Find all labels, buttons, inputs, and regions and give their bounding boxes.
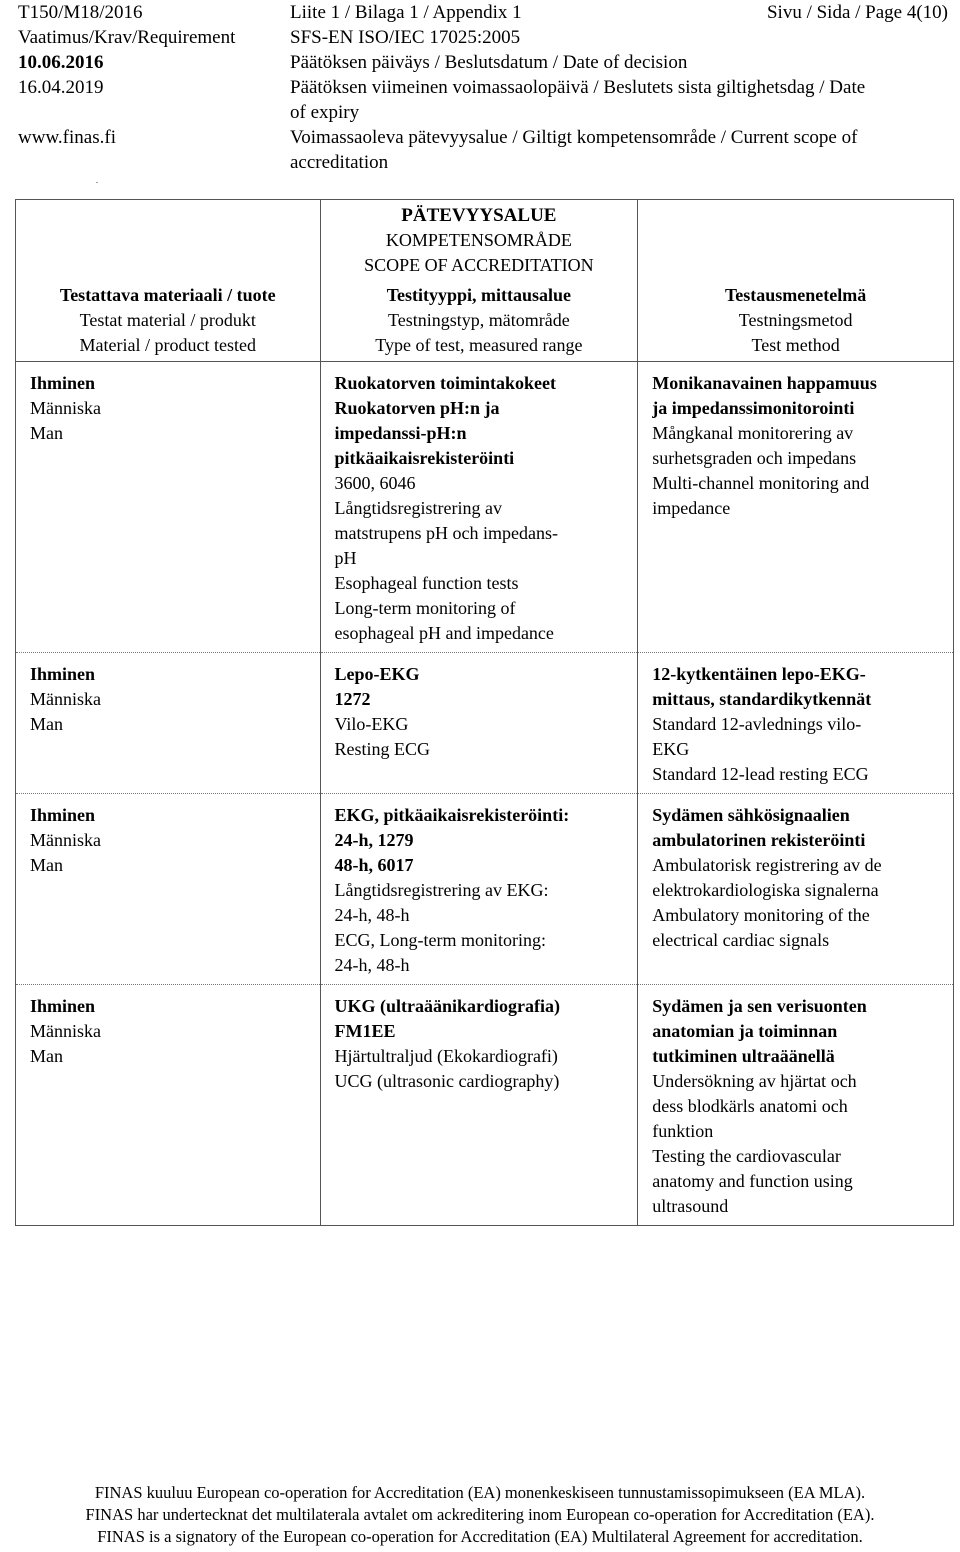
decision-date-label: Päätöksen päiväys / Beslutsdatum / Date of decision <box>290 52 688 73</box>
test-line: UKG (ultraäänikardiografia) <box>334 996 560 1016</box>
method-line: 12-kytkentäinen lepo-EKG- <box>652 664 866 684</box>
column-header-line: Testningsmetod <box>738 310 853 330</box>
header-row <box>18 50 948 75</box>
method-line: EKG <box>652 739 690 759</box>
test-line: esophageal pH and impedance <box>334 623 554 643</box>
test-line: Hjärtultraljud (Ekokardiografi) <box>334 1046 558 1066</box>
test-line: Ruokatorven toimintakokeet <box>334 373 556 393</box>
material-sv: Människa <box>30 830 101 850</box>
method-line: Ambulatory monitoring of the <box>652 905 870 925</box>
column-header-line: Testattava materiaali / tuote <box>59 285 276 305</box>
test-type-column-header <box>320 281 638 362</box>
scope-label: Voimassaoleva pätevyysalue / Giltigt kompetensområde / Current scope of <box>290 127 858 148</box>
certificate-number: T150/M18/2016 <box>18 2 143 23</box>
test-line: pitkäaikaisrekisteröinti <box>334 448 515 468</box>
test-line: 24-h, 1279 <box>334 830 414 850</box>
method-line: Ambulatorisk registrering av de <box>652 855 882 875</box>
page-number: Sivu / Sida / Page 4(10) <box>766 2 948 23</box>
method-line: Monikanavainen happamuus <box>652 373 877 393</box>
method-line: Standard 12-avlednings vilo- <box>652 714 862 734</box>
test-line: Långtidsregistrering av <box>334 498 502 518</box>
test-line: matstrupens pH och impedans- <box>334 523 558 543</box>
material-cell <box>16 362 321 653</box>
scope-title-line: PÄTEVYYSALUE <box>401 205 557 226</box>
column-header-line: Material / product tested <box>79 335 256 355</box>
method-line: anatomy and function using <box>652 1171 853 1191</box>
method-line: Sydämen sähkösignaalien <box>652 805 850 825</box>
scope-table <box>15 199 954 1226</box>
method-line: Testing the cardiovascular <box>652 1146 841 1166</box>
method-line: anatomian ja toiminnan <box>652 1021 838 1041</box>
decision-date: 10.06.2016 <box>18 52 104 73</box>
header-row <box>18 75 948 100</box>
test-line: 24-h, 48-h <box>334 955 410 975</box>
material-sv: Människa <box>30 689 101 709</box>
column-header-line: Testausmenetelmä <box>724 285 867 305</box>
requirement-label: Vaatimus/Krav/Requirement <box>18 27 236 48</box>
method-line: ultrasound <box>652 1196 729 1216</box>
expiry-date: 16.04.2019 <box>18 77 104 98</box>
material-en: Man <box>30 423 63 443</box>
material-cell <box>16 653 321 794</box>
column-header-line: Type of test, measured range <box>375 335 583 355</box>
test-line: ECG, Long-term monitoring: <box>334 930 546 950</box>
expiry-date-label: Päätöksen viimeinen voimassaolopäivä / Beslutets sista giltighetsdag / Date <box>290 77 866 98</box>
test-line: 1272 <box>334 689 371 709</box>
scope-title-line: KOMPETENSOMRÅDE <box>385 230 572 250</box>
method-line: ambulatorinen rekisteröinti <box>652 830 866 850</box>
test-line: FM1EE <box>334 1021 396 1041</box>
method-line: Undersökning av hjärtat och <box>652 1071 857 1091</box>
method-line: funktion <box>652 1121 714 1141</box>
column-header-line: Testityyppi, mittausalue <box>386 285 572 305</box>
test-line: Esophageal function tests <box>334 573 519 593</box>
method-line: dess blodkärls anatomi och <box>652 1096 848 1116</box>
test-line: EKG, pitkäaikaisrekisteröinti: <box>334 805 570 825</box>
material-en: Man <box>30 855 63 875</box>
method-cell <box>638 362 954 653</box>
material-en: Man <box>30 1046 63 1066</box>
material-column-header <box>16 200 321 362</box>
test-line: 24-h, 48-h <box>334 905 410 925</box>
header-row <box>18 0 948 25</box>
scope-label-cont: accreditation <box>290 152 389 173</box>
footer-line-sv: FINAS har undertecknat det multilaterala avtalet om ackreditering inom European co-operation for Accreditation (EA). <box>85 1505 875 1524</box>
method-cell <box>638 794 954 985</box>
header-row <box>18 100 948 125</box>
table-row <box>16 653 954 794</box>
test-line: Ruokatorven pH:n ja <box>334 398 500 418</box>
column-header-line: Testat material / produkt <box>79 310 256 330</box>
method-line: mittaus, standardikytkennät <box>652 689 872 709</box>
footer-line-en: FINAS is a signatory of the European co-operation for Accreditation (EA) Multilateral Agreement for accreditation. <box>97 1527 863 1546</box>
test-line: impedanssi-pH:n <box>334 423 467 443</box>
test-line: 48-h, 6017 <box>334 855 414 875</box>
material-fi: Ihminen <box>30 805 96 825</box>
material-fi: Ihminen <box>30 664 96 684</box>
test-line: Long-term monitoring of <box>334 598 516 618</box>
header-row <box>18 25 948 50</box>
method-cell <box>638 985 954 1226</box>
method-cell <box>638 653 954 794</box>
method-line: surhetsgraden och impedans <box>652 448 857 468</box>
expiry-date-label-cont: of expiry <box>290 102 360 123</box>
page-footer <box>0 1482 960 1548</box>
scope-title-row <box>16 200 954 282</box>
test-line: UCG (ultrasonic cardiography) <box>334 1071 560 1091</box>
header-row <box>18 150 948 175</box>
method-line: Standard 12-lead resting ECG <box>652 764 869 784</box>
method-column-header <box>638 200 954 362</box>
footer-line-fi: FINAS kuuluu European co-operation for Accreditation (EA) monenkeskiseen tunnustamissopimukseen (EA MLA). <box>94 1483 866 1502</box>
table-row <box>16 985 954 1226</box>
column-header-line: Testningstyp, mätområde <box>388 310 570 330</box>
method-line: Multi-channel monitoring and <box>652 473 870 493</box>
stray-dot: . <box>96 176 98 185</box>
document-header <box>18 0 948 175</box>
standard-name: SFS-EN ISO/IEC 17025:2005 <box>290 27 521 48</box>
material-cell <box>16 985 321 1226</box>
test-type-cell <box>320 362 638 653</box>
method-line: impedance <box>652 498 731 518</box>
test-type-cell <box>320 653 638 794</box>
material-fi: Ihminen <box>30 996 96 1016</box>
scope-title-line: SCOPE OF ACCREDITATION <box>364 255 594 275</box>
test-line: Lepo-EKG <box>334 664 420 684</box>
table-row <box>16 794 954 985</box>
method-line: electrical cardiac signals <box>652 930 830 950</box>
column-header-line: Test method <box>751 335 840 355</box>
method-line: Mångkanal monitorering av <box>652 423 854 443</box>
website-link[interactable]: www.finas.fi <box>18 127 116 148</box>
scope-title <box>320 200 638 282</box>
appendix-label: Liite 1 / Bilaga 1 / Appendix 1 <box>290 2 522 23</box>
test-line: Långtidsregistrering av EKG: <box>334 880 549 900</box>
test-type-cell <box>320 985 638 1226</box>
test-line: Vilo-EKG <box>334 714 409 734</box>
test-line: Resting ECG <box>334 739 431 759</box>
material-sv: Människa <box>30 398 101 418</box>
test-line: pH <box>334 548 357 568</box>
method-line: elektrokardiologiska signalerna <box>652 880 879 900</box>
header-row <box>18 125 948 150</box>
method-line: Sydämen ja sen verisuonten <box>652 996 867 1016</box>
table-row <box>16 362 954 653</box>
material-fi: Ihminen <box>30 373 96 393</box>
method-line: tutkiminen ultraäänellä <box>652 1046 835 1066</box>
material-en: Man <box>30 714 63 734</box>
test-type-cell <box>320 794 638 985</box>
material-sv: Människa <box>30 1021 101 1041</box>
method-line: ja impedanssimonitorointi <box>652 398 855 418</box>
test-line: 3600, 6046 <box>334 473 416 493</box>
material-cell <box>16 794 321 985</box>
